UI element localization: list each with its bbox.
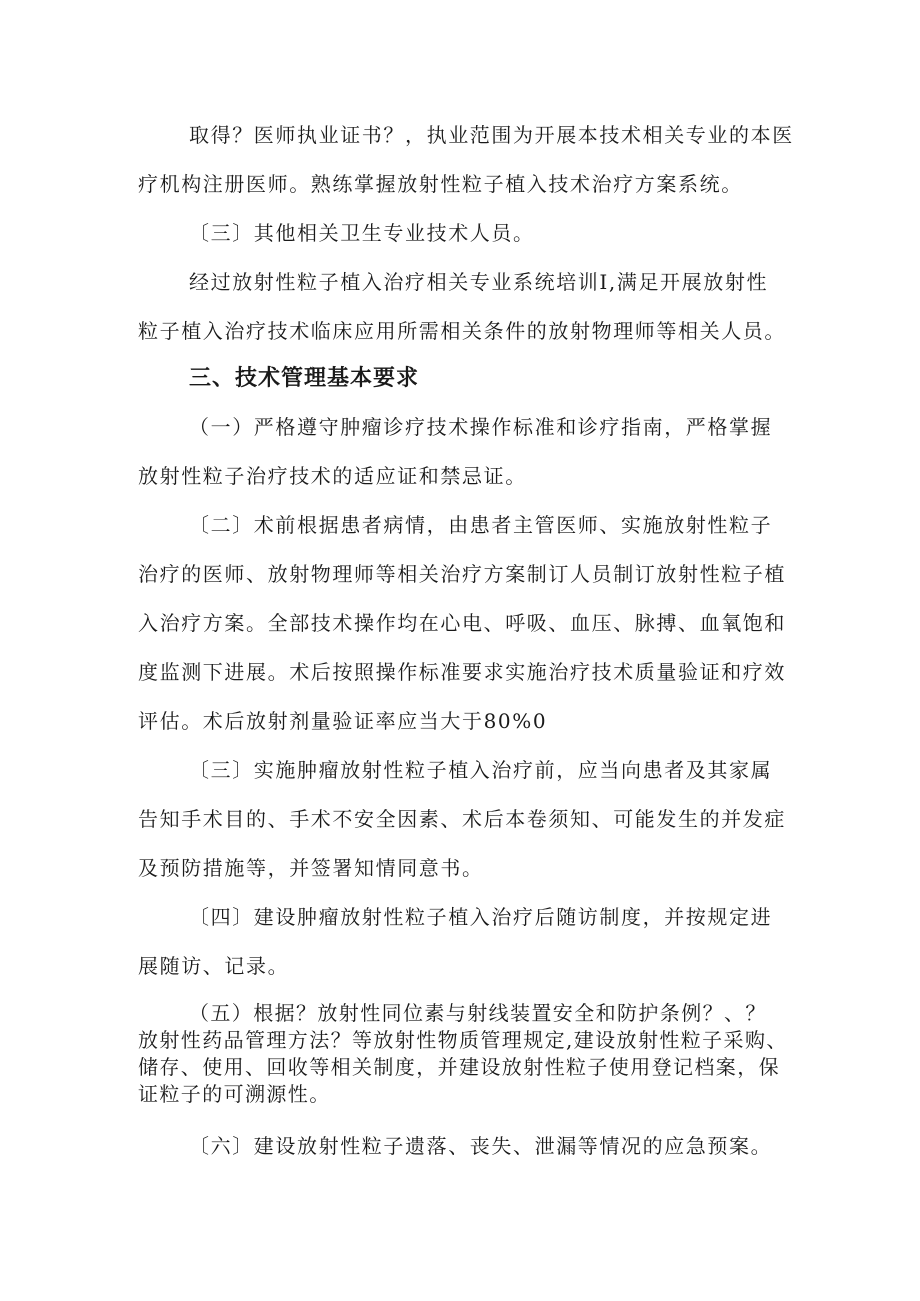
text-line: （五）根据？放射性同位素与射线装置安全和防护条例？、？ (189, 1001, 767, 1025)
text-line: （一）严格遵守肿瘤诊疗技术操作标准和诊疗指南，严格掌握 (189, 415, 773, 439)
text-line: 展随访、记录。 (138, 954, 290, 978)
text-line: 告知手术目的、手术不安全因素、术后本卷须知、可能发生的并发症 (138, 807, 786, 831)
text-line: 入治疗方案。全部技术操作均在心电、呼吸、血压、脉搏、血氧饱和 (138, 611, 786, 635)
section-heading: 三、技术管理基本要求 (189, 366, 420, 391)
text-line: 度监测下进展。术后按照操作标准要求实施治疗技术质量验证和疗效 (138, 660, 786, 684)
text-line: 治疗的医师、放射物理师等相关治疗方案制订人员制订放射性粒子植 (138, 562, 786, 586)
text-line: 储存、使用、回收等相关制度，并建设放射性粒子使用登记档案，保 (138, 1055, 780, 1079)
text-line: 及预防措施等，并签署知情同意书。 (138, 856, 484, 880)
text-line: 经过放射性粒子植入治疗相关专业系统培训Ⅰ,满足开展放射性 (189, 270, 769, 294)
text-line: 放射性粒子治疗技术的适应证和禁忌证。 (138, 464, 527, 488)
text-line: 〔三〕实施肿瘤放射性粒子植入治疗前，应当向患者及其家属 (189, 758, 773, 782)
text-line: 证粒子的可溯源性。 (138, 1082, 331, 1106)
text-line: 疗机构注册医师。熟练掌握放射性粒子植入技术治疗方案系统。 (138, 172, 743, 196)
text-line: 放射性药品管理方法？等放射性物质管理规定,建设放射性粒子采购、 (138, 1028, 788, 1052)
text-line: 〔四〕建设肿瘤放射性粒子植入治疗后随访制度，并按规定进 (189, 905, 773, 929)
text-line: 粒子植入治疗技术临床应用所需相关条件的放射物理师等相关人员。 (138, 319, 786, 343)
text-line: 〔六〕建设放射性粒子遗落、丧失、泄漏等情况的应急预案。 (189, 1134, 773, 1158)
text-line: 〔三〕其他相关卫生专业技术人员。 (189, 221, 535, 245)
text-line: 评估。术后放射剂量验证率应当大于80%0 (138, 709, 548, 733)
text-line: 〔二〕术前根据患者病情，由患者主管医师、实施放射性粒子 (189, 513, 773, 537)
text-line: 取得？医师执业证书？，执业范围为开展本技术相关专业的本医 (189, 123, 794, 147)
